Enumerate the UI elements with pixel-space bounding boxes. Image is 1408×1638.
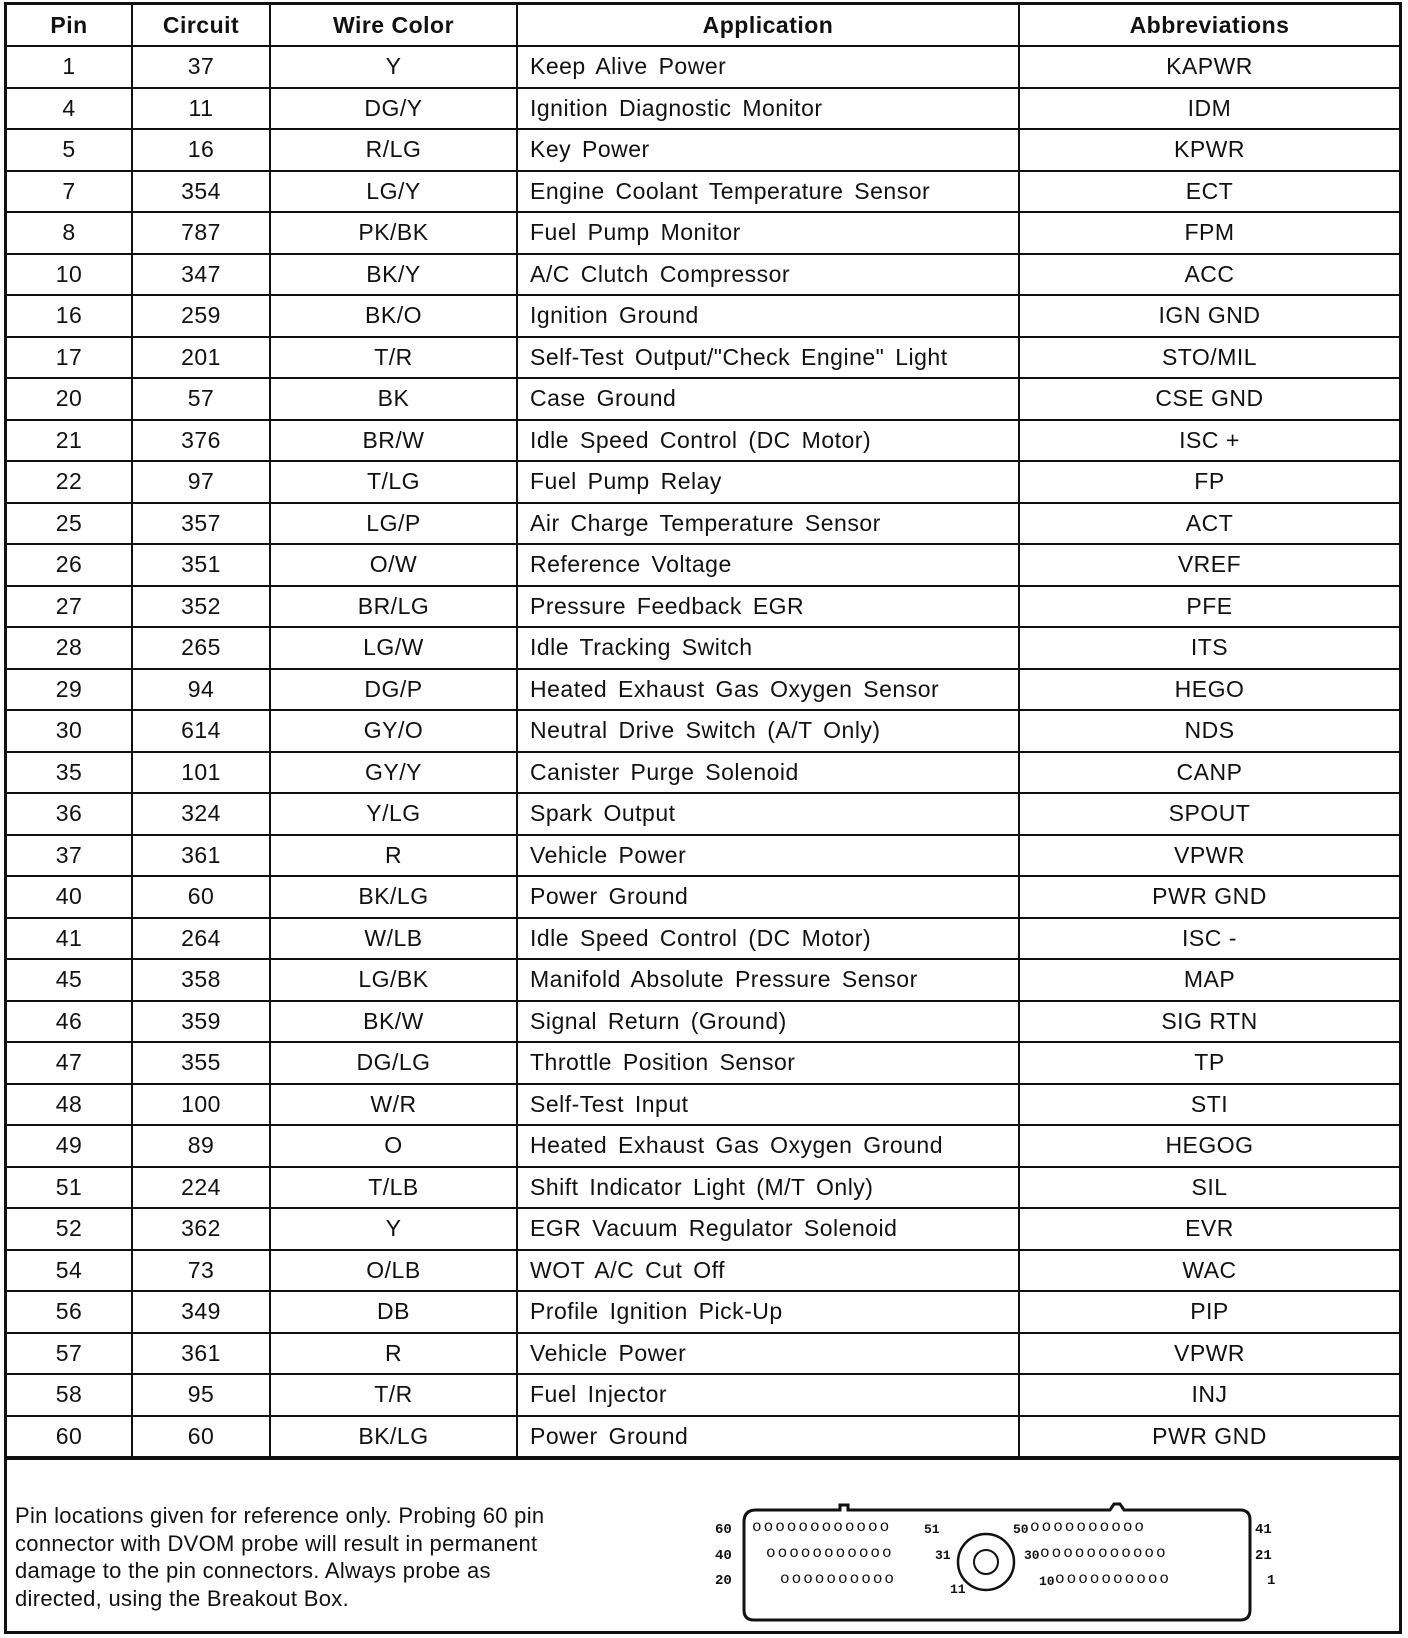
cell-wire-color: O/LB <box>270 1250 517 1292</box>
header-application: Application <box>517 5 1019 46</box>
table-row <box>7 1208 1399 1250</box>
cell-application: Idle Speed Control (DC Motor) <box>517 918 1019 960</box>
cell-wire-color: W/LB <box>270 918 517 960</box>
cell-wire-color: LG/BK <box>270 959 517 1001</box>
cell-abbreviation: ACT <box>1019 503 1399 545</box>
header-wire-color: Wire Color <box>270 5 517 46</box>
cell-application: Pressure Feedback EGR <box>517 586 1019 628</box>
table-row <box>7 627 1399 669</box>
cell-abbreviation: VPWR <box>1019 1333 1399 1375</box>
note-line: damage to the pin connectors. Always probe as <box>15 1558 491 1583</box>
cell-application: Self-Test Output/"Check Engine" Light <box>517 337 1019 379</box>
cell-pin: 25 <box>7 503 132 545</box>
cell-pin: 54 <box>7 1250 132 1292</box>
cell-pin: 28 <box>7 627 132 669</box>
cell-wire-color: LG/P <box>270 503 517 545</box>
pin-num-51: 51 <box>924 1522 940 1537</box>
table-row <box>7 461 1399 503</box>
cell-application: Power Ground <box>517 1416 1019 1458</box>
table-body <box>7 46 1399 1457</box>
table-row <box>7 959 1399 1001</box>
connector-diagram <box>715 1500 1330 1630</box>
table-row <box>7 1167 1399 1209</box>
cell-wire-color: Y/LG <box>270 793 517 835</box>
cell-circuit: 89 <box>132 1125 270 1167</box>
cell-abbreviation: INJ <box>1019 1374 1399 1416</box>
cell-wire-color: BK <box>270 378 517 420</box>
cell-wire-color: T/R <box>270 337 517 379</box>
pin-label-41: 41 <box>1255 1522 1272 1538</box>
table-row <box>7 918 1399 960</box>
table-row <box>7 129 1399 171</box>
cell-wire-color: BR/W <box>270 420 517 462</box>
note-line: connector with DVOM probe will result in permanent <box>15 1530 538 1556</box>
cell-application: Key Power <box>517 129 1019 171</box>
cell-pin: 52 <box>7 1208 132 1250</box>
cell-circuit: 614 <box>132 710 270 752</box>
cell-abbreviation: SIG RTN <box>1019 1001 1399 1043</box>
cell-abbreviation: KPWR <box>1019 129 1399 171</box>
cell-circuit: 201 <box>132 337 270 379</box>
cell-abbreviation: ACC <box>1019 254 1399 296</box>
pinout-sheet <box>4 2 1402 1634</box>
cell-circuit: 347 <box>132 254 270 296</box>
cell-abbreviation: MAP <box>1019 959 1399 1001</box>
cell-circuit: 224 <box>132 1167 270 1209</box>
cell-application: Profile Ignition Pick-Up <box>517 1291 1019 1333</box>
cell-abbreviation: VPWR <box>1019 835 1399 877</box>
cell-wire-color: T/R <box>270 1374 517 1416</box>
cell-circuit: 324 <box>132 793 270 835</box>
cell-abbreviation: PWR GND <box>1019 876 1399 918</box>
cell-circuit: 362 <box>132 1208 270 1250</box>
connector-center-hole <box>974 1550 998 1574</box>
cell-circuit: 73 <box>132 1250 270 1292</box>
cell-wire-color: T/LG <box>270 461 517 503</box>
cell-wire-color: R <box>270 1333 517 1375</box>
cell-abbreviation: IDM <box>1019 88 1399 130</box>
cell-abbreviation: FPM <box>1019 212 1399 254</box>
cell-circuit: 11 <box>132 88 270 130</box>
table-row <box>7 1416 1399 1458</box>
cell-wire-color: LG/W <box>270 627 517 669</box>
table-row <box>7 1291 1399 1333</box>
cell-pin: 26 <box>7 544 132 586</box>
table-header-row <box>7 5 1399 46</box>
cell-application: Neutral Drive Switch (A/T Only) <box>517 710 1019 752</box>
cell-wire-color: BK/LG <box>270 1416 517 1458</box>
cell-pin: 30 <box>7 710 132 752</box>
cell-circuit: 376 <box>132 420 270 462</box>
table-row <box>7 793 1399 835</box>
cell-abbreviation: STI <box>1019 1084 1399 1126</box>
pin-label-20: 20 <box>715 1573 732 1589</box>
cell-abbreviation: SPOUT <box>1019 793 1399 835</box>
cell-wire-color: R/LG <box>270 129 517 171</box>
cell-pin: 21 <box>7 420 132 462</box>
table-row <box>7 835 1399 877</box>
cell-application: Self-Test Input <box>517 1084 1019 1126</box>
cell-abbreviation: ITS <box>1019 627 1399 669</box>
table-row <box>7 752 1399 794</box>
probing-warning-note <box>15 1502 675 1612</box>
cell-abbreviation: SIL <box>1019 1167 1399 1209</box>
table-row <box>7 46 1399 88</box>
cell-abbreviation: ECT <box>1019 171 1399 213</box>
cell-circuit: 16 <box>132 129 270 171</box>
cell-wire-color: W/R <box>270 1084 517 1126</box>
cell-pin: 5 <box>7 129 132 171</box>
cell-abbreviation: STO/MIL <box>1019 337 1399 379</box>
cell-abbreviation: ISC + <box>1019 420 1399 462</box>
cell-application: EGR Vacuum Regulator Solenoid <box>517 1208 1019 1250</box>
cell-abbreviation: HEGO <box>1019 669 1399 711</box>
cell-abbreviation: IGN GND <box>1019 295 1399 337</box>
cell-wire-color: Y <box>270 46 517 88</box>
cell-abbreviation: HEGOG <box>1019 1125 1399 1167</box>
cell-application: Throttle Position Sensor <box>517 1042 1019 1084</box>
cell-circuit: 100 <box>132 1084 270 1126</box>
cell-circuit: 359 <box>132 1001 270 1043</box>
cell-pin: 49 <box>7 1125 132 1167</box>
cell-application: Case Ground <box>517 378 1019 420</box>
cell-application: Fuel Pump Relay <box>517 461 1019 503</box>
cell-wire-color: LG/Y <box>270 171 517 213</box>
cell-circuit: 95 <box>132 1374 270 1416</box>
cell-wire-color: GY/Y <box>270 752 517 794</box>
cell-application: Engine Coolant Temperature Sensor <box>517 171 1019 213</box>
cell-pin: 10 <box>7 254 132 296</box>
cell-pin: 57 <box>7 1333 132 1375</box>
cell-circuit: 361 <box>132 1333 270 1375</box>
table-row <box>7 1125 1399 1167</box>
cell-circuit: 60 <box>132 1416 270 1458</box>
cell-application: Manifold Absolute Pressure Sensor <box>517 959 1019 1001</box>
cell-circuit: 264 <box>132 918 270 960</box>
cell-pin: 47 <box>7 1042 132 1084</box>
pinout-table <box>7 5 1399 1458</box>
table-row <box>7 420 1399 462</box>
cell-pin: 56 <box>7 1291 132 1333</box>
cell-circuit: 357 <box>132 503 270 545</box>
cell-application: Spark Output <box>517 793 1019 835</box>
cell-pin: 29 <box>7 669 132 711</box>
cell-pin: 16 <box>7 295 132 337</box>
cell-pin: 40 <box>7 876 132 918</box>
cell-circuit: 352 <box>132 586 270 628</box>
pin-row-1-left: oooooooooooo <box>752 1518 892 1536</box>
cell-abbreviation: NDS <box>1019 710 1399 752</box>
cell-abbreviation: ISC - <box>1019 918 1399 960</box>
pin-row-1-right: oooooooooo <box>1030 1518 1147 1536</box>
cell-pin: 8 <box>7 212 132 254</box>
table-row <box>7 212 1399 254</box>
cell-pin: 17 <box>7 337 132 379</box>
pin-row-3-left: oooooooooo <box>780 1570 897 1588</box>
cell-pin: 41 <box>7 918 132 960</box>
header-abbreviations: Abbreviations <box>1019 5 1399 46</box>
cell-pin: 45 <box>7 959 132 1001</box>
cell-application: Idle Speed Control (DC Motor) <box>517 420 1019 462</box>
table-row <box>7 254 1399 296</box>
table-row <box>7 337 1399 379</box>
cell-abbreviation: VREF <box>1019 544 1399 586</box>
cell-application: Fuel Pump Monitor <box>517 212 1019 254</box>
cell-abbreviation: WAC <box>1019 1250 1399 1292</box>
pin-label-1: 1 <box>1267 1573 1276 1589</box>
cell-pin: 58 <box>7 1374 132 1416</box>
table-row <box>7 586 1399 628</box>
cell-application: Heated Exhaust Gas Oxygen Sensor <box>517 669 1019 711</box>
cell-pin: 20 <box>7 378 132 420</box>
cell-application: Ignition Ground <box>517 295 1019 337</box>
cell-abbreviation: PWR GND <box>1019 1416 1399 1458</box>
cell-circuit: 60 <box>132 876 270 918</box>
table-row <box>7 1333 1399 1375</box>
cell-application: Signal Return (Ground) <box>517 1001 1019 1043</box>
cell-wire-color: DG/P <box>270 669 517 711</box>
table-row <box>7 1374 1399 1416</box>
header-circuit: Circuit <box>132 5 270 46</box>
cell-application: Reference Voltage <box>517 544 1019 586</box>
pin-num-31: 31 <box>935 1548 951 1563</box>
table-row <box>7 1042 1399 1084</box>
cell-abbreviation: KAPWR <box>1019 46 1399 88</box>
cell-pin: 60 <box>7 1416 132 1458</box>
cell-pin: 51 <box>7 1167 132 1209</box>
table-row <box>7 710 1399 752</box>
cell-circuit: 101 <box>132 752 270 794</box>
cell-application: Power Ground <box>517 876 1019 918</box>
cell-circuit: 94 <box>132 669 270 711</box>
cell-pin: 46 <box>7 1001 132 1043</box>
pin-label-40: 40 <box>715 1548 732 1564</box>
cell-pin: 35 <box>7 752 132 794</box>
table-row <box>7 503 1399 545</box>
pin-label-21: 21 <box>1255 1548 1272 1564</box>
cell-wire-color: DG/LG <box>270 1042 517 1084</box>
connector-center-ring <box>958 1534 1014 1590</box>
cell-application: Vehicle Power <box>517 1333 1019 1375</box>
pin-label-60: 60 <box>715 1522 732 1538</box>
cell-abbreviation: TP <box>1019 1042 1399 1084</box>
cell-wire-color: R <box>270 835 517 877</box>
table-row <box>7 171 1399 213</box>
cell-wire-color: GY/O <box>270 710 517 752</box>
table-row <box>7 669 1399 711</box>
cell-wire-color: BK/O <box>270 295 517 337</box>
cell-pin: 36 <box>7 793 132 835</box>
pin-num-30: 30 <box>1024 1548 1040 1563</box>
table-row <box>7 378 1399 420</box>
pin-num-10: 10 <box>1039 1574 1055 1589</box>
cell-wire-color: O/W <box>270 544 517 586</box>
cell-circuit: 349 <box>132 1291 270 1333</box>
note-line: Pin locations given for reference only. Probing 60 pin <box>15 1503 545 1528</box>
cell-circuit: 57 <box>132 378 270 420</box>
table-row <box>7 876 1399 918</box>
table-row <box>7 1250 1399 1292</box>
cell-circuit: 97 <box>132 461 270 503</box>
cell-application: Vehicle Power <box>517 835 1019 877</box>
table-row <box>7 544 1399 586</box>
cell-wire-color: O <box>270 1125 517 1167</box>
cell-circuit: 361 <box>132 835 270 877</box>
cell-circuit: 259 <box>132 295 270 337</box>
cell-abbreviation: CANP <box>1019 752 1399 794</box>
pin-row-3-right: oooooooooo <box>1055 1570 1172 1588</box>
cell-wire-color: DG/Y <box>270 88 517 130</box>
cell-application: Shift Indicator Light (M/T Only) <box>517 1167 1019 1209</box>
pin-num-11: 11 <box>950 1582 966 1597</box>
cell-wire-color: Y <box>270 1208 517 1250</box>
cell-circuit: 355 <box>132 1042 270 1084</box>
cell-pin: 1 <box>7 46 132 88</box>
cell-abbreviation: PFE <box>1019 586 1399 628</box>
cell-application: Fuel Injector <box>517 1374 1019 1416</box>
cell-wire-color: BR/LG <box>270 586 517 628</box>
cell-pin: 48 <box>7 1084 132 1126</box>
pin-num-50: 50 <box>1013 1522 1029 1537</box>
cell-application: Canister Purge Solenoid <box>517 752 1019 794</box>
cell-wire-color: BK/LG <box>270 876 517 918</box>
cell-circuit: 265 <box>132 627 270 669</box>
cell-wire-color: DB <box>270 1291 517 1333</box>
cell-abbreviation: EVR <box>1019 1208 1399 1250</box>
cell-pin: 7 <box>7 171 132 213</box>
cell-wire-color: PK/BK <box>270 212 517 254</box>
cell-abbreviation: FP <box>1019 461 1399 503</box>
cell-abbreviation: CSE GND <box>1019 378 1399 420</box>
cell-application: A/C Clutch Compressor <box>517 254 1019 296</box>
cell-application: Keep Alive Power <box>517 46 1019 88</box>
pin-row-2-left: ooooooooooo <box>766 1544 894 1562</box>
cell-circuit: 354 <box>132 171 270 213</box>
cell-wire-color: BK/Y <box>270 254 517 296</box>
cell-pin: 22 <box>7 461 132 503</box>
table-row <box>7 1001 1399 1043</box>
cell-application: WOT A/C Cut Off <box>517 1250 1019 1292</box>
table-row <box>7 1084 1399 1126</box>
cell-wire-color: T/LB <box>270 1167 517 1209</box>
cell-pin: 27 <box>7 586 132 628</box>
cell-abbreviation: PIP <box>1019 1291 1399 1333</box>
cell-pin: 37 <box>7 835 132 877</box>
cell-circuit: 358 <box>132 959 270 1001</box>
cell-application: Ignition Diagnostic Monitor <box>517 88 1019 130</box>
header-pin: Pin <box>7 5 132 46</box>
footer-section <box>7 1458 1399 1636</box>
table-row <box>7 295 1399 337</box>
cell-application: Heated Exhaust Gas Oxygen Ground <box>517 1125 1019 1167</box>
cell-application: Air Charge Temperature Sensor <box>517 503 1019 545</box>
cell-circuit: 351 <box>132 544 270 586</box>
pin-row-2-right: ooooooooooo <box>1040 1544 1168 1562</box>
cell-circuit: 37 <box>132 46 270 88</box>
cell-wire-color: BK/W <box>270 1001 517 1043</box>
note-line: directed, using the Breakout Box. <box>15 1585 349 1611</box>
cell-pin: 4 <box>7 88 132 130</box>
cell-circuit: 787 <box>132 212 270 254</box>
cell-application: Idle Tracking Switch <box>517 627 1019 669</box>
table-row <box>7 88 1399 130</box>
